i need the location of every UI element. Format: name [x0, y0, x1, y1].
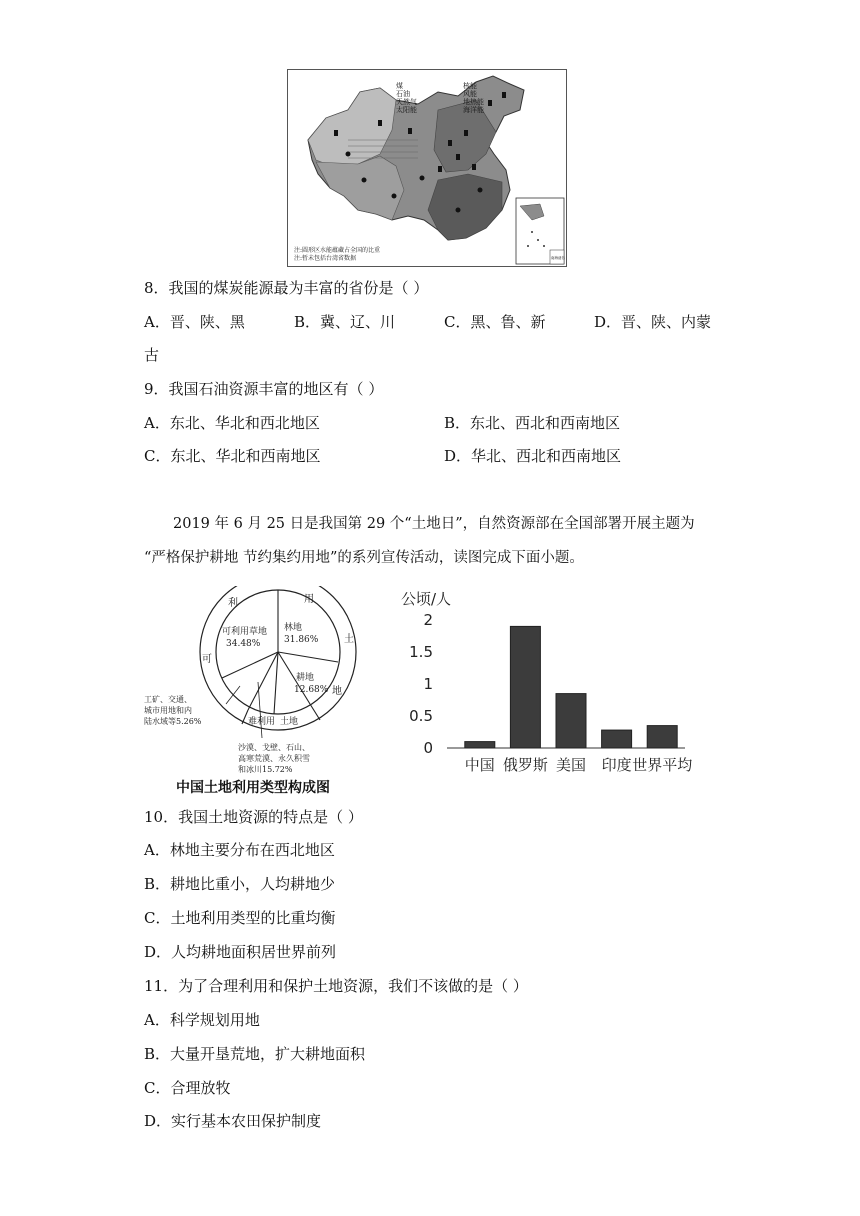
q11-stem: 11．为了合理利用和保护土地资源，我们不该做的是（ ）	[144, 977, 528, 995]
ring-label-li: 利	[228, 598, 238, 609]
q11-option-b[interactable]: B．大量开垦荒地，扩大耕地面积	[144, 1045, 366, 1063]
q9-option-a[interactable]: A．东北、华北和西北地区	[144, 414, 320, 432]
q9-stem: 9．我国石油资源丰富的地区有（ ）	[144, 380, 384, 398]
q11-option-d[interactable]: D．实行基本农田保护制度	[144, 1112, 322, 1130]
bar-category-label: 俄罗斯	[502, 756, 548, 774]
callout-bottom-2: 高寒荒漠、永久积雪	[238, 754, 310, 763]
pie-divider-grass	[222, 652, 278, 678]
per-capita-farmland-bar-chart	[395, 586, 700, 776]
q8-option-d[interactable]: D．晋、陕、内蒙	[594, 313, 712, 331]
q10-stem: 10．我国土地资源的特点是（ ）	[144, 808, 363, 826]
pie-slice-farm-value: 12.68%	[294, 685, 329, 695]
pie-slice-farm-name: 耕地	[296, 673, 315, 683]
ring-label-yong: 用	[304, 594, 314, 605]
q10-option-b[interactable]: B．耕地比重小，人均耕地少	[144, 875, 336, 893]
land-use-pie-chart	[140, 586, 380, 786]
legend-nuclear: 核能	[463, 82, 477, 90]
pie-slice-grass-name: 可利用草地	[222, 627, 268, 637]
pie-caption: 中国土地利用类型构成图	[176, 780, 330, 796]
bar-ytick-label: 0	[423, 739, 433, 757]
ring-label-tu: 土	[344, 634, 354, 645]
intro-line-2: “严格保护耕地 节约集约用地”的系列宣传活动，读图完成下面小题。	[144, 550, 584, 566]
bar-2	[556, 694, 586, 748]
ring-label-ke: 可	[202, 654, 212, 665]
q8-option-c[interactable]: C．黑、鲁、新	[444, 313, 546, 331]
ring-label-di: 地	[332, 686, 342, 697]
pie-divider-unusable-2	[274, 652, 278, 714]
pie-slice-forest-value: 31.86%	[284, 635, 319, 645]
bar-ytick-label: 2	[423, 611, 433, 629]
legend-solar: 太阳能	[396, 106, 417, 114]
intro-line-1: 2019 年 6 月 25 日是我国第 29 个“土地日”，自然资源部在全国部署开展主题为	[173, 516, 695, 532]
q9-option-b[interactable]: B．东北、西北和西南地区	[444, 414, 621, 432]
ring-label-unusable: 难利用	[248, 717, 276, 727]
pie-slice-forest-name: 林地	[284, 623, 303, 633]
map-tibet-region	[316, 156, 404, 220]
q8-option-d-wrap: 古	[144, 346, 160, 364]
bar-category-label: 印度	[601, 756, 632, 774]
pie-divider-unusable	[248, 652, 278, 710]
q11-option-c[interactable]: C．合理放牧	[144, 1079, 231, 1097]
legend-oil: 石油	[396, 90, 410, 98]
bar-1	[510, 626, 540, 748]
bar-ytick-label: 1.5	[409, 643, 433, 661]
callout-left-3: 陆水域等5.26%	[144, 717, 202, 726]
bar-3	[602, 730, 632, 748]
map-inset-label: 南海诸岛	[551, 256, 565, 260]
bar-category-label: 中国	[464, 756, 495, 774]
callout-bottom-1: 沙漠、戈壁、石山、	[238, 743, 310, 752]
q10-option-c[interactable]: C．土地利用类型的比重均衡	[144, 909, 336, 927]
q9-option-d[interactable]: D．华北、西北和西南地区	[444, 447, 622, 465]
pie-slice-grass-value: 34.48%	[226, 639, 261, 649]
q8-option-b[interactable]: B．冀、辽、川	[294, 313, 396, 331]
legend-geothermal: 地热能	[463, 98, 484, 106]
legend-gas: 天然气	[396, 98, 417, 106]
bar-ylabel: 公顷/人	[401, 590, 452, 608]
bar-0	[465, 742, 495, 748]
bar-ytick-label: 1	[423, 675, 433, 693]
callout-left-1: 工矿、交通、	[144, 695, 192, 704]
map-note-2: 注:暂未包括台湾省数据	[294, 255, 357, 262]
legend-wind: 风能	[463, 90, 477, 98]
legend-coal: 煤	[396, 82, 403, 90]
q9-option-c[interactable]: C．东北、华北和西南地区	[144, 447, 321, 465]
callout-left-2: 城市用地和内	[144, 706, 192, 715]
ring-label-unusable-2: 土地	[280, 717, 299, 727]
q8-option-a[interactable]: A．晋、陕、黑	[144, 313, 245, 331]
legend-ocean: 海洋能	[463, 106, 484, 114]
q10-option-a[interactable]: A．林地主要分布在西北地区	[144, 841, 335, 859]
china-energy-map	[287, 69, 567, 267]
callout-bottom-3: 和冰川15.72%	[238, 765, 293, 774]
bar-category-label: 世界平均	[632, 756, 693, 774]
q10-option-d[interactable]: D．人均耕地面积居世界前列	[144, 943, 337, 961]
map-south-region	[428, 174, 502, 240]
pie-divider-forest	[278, 652, 338, 662]
bar-4	[647, 726, 677, 748]
q8-stem: 8．我国的煤炭能源最为丰富的省份是（ ）	[144, 279, 429, 297]
map-note-1: 注:圆形区水能蕴藏占全国的比重	[294, 247, 381, 254]
bar-category-label: 美国	[555, 756, 587, 774]
bar-ytick-label: 0.5	[409, 707, 433, 725]
q11-option-a[interactable]: A．科学规划用地	[144, 1011, 260, 1029]
